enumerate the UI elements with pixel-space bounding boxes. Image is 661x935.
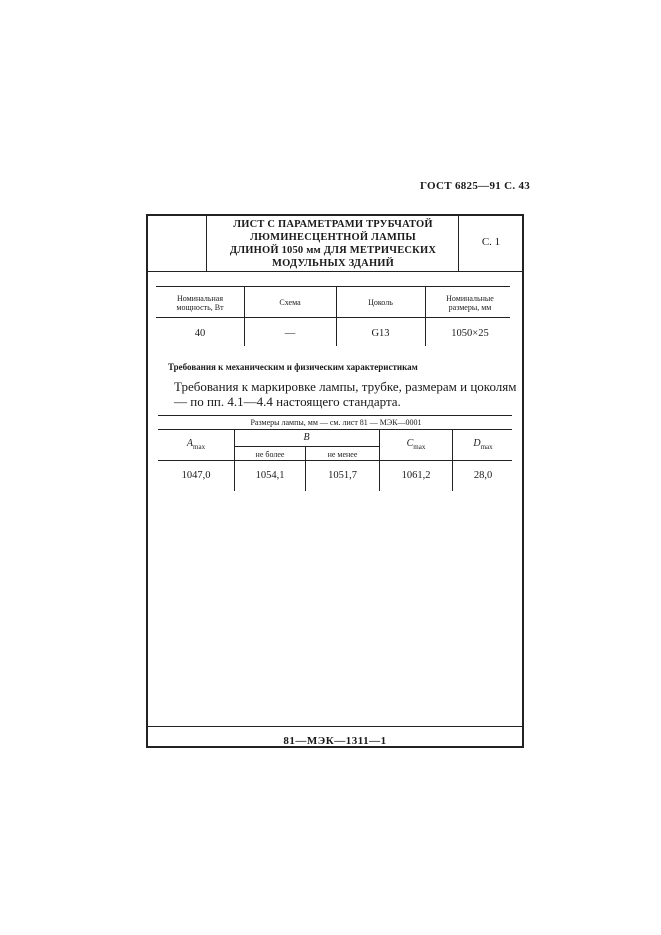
table1-cell-dimensions: 1050×25 [451, 328, 489, 339]
table2-cell-a: 1047,0 [181, 470, 211, 481]
title-line-2: ЛЮМИНЕСЦЕНТНОЙ ЛАМПЫ [250, 232, 416, 243]
mechanical-requirements-heading: Требования к механическим и физическим характеристикам [168, 362, 418, 372]
title-bottom-line [148, 271, 522, 272]
table2-subheader-line [234, 446, 379, 447]
table2-header-b-symbol: B [303, 432, 310, 443]
table1-header-line [156, 317, 510, 318]
table2-header-c-symbol: C [406, 438, 414, 449]
table2-cell-b-min: 1051,7 [328, 470, 357, 481]
table2-cell-b-max: 1054,1 [255, 470, 285, 481]
table2-caption: Размеры лампы, мм — см. лист 81 — МЭК—0001 [250, 418, 422, 427]
table2-col-divider [234, 429, 235, 491]
table2-header-line [158, 460, 512, 461]
table1-cell-base: G13 [371, 328, 390, 339]
title-line-3: ДЛИНОЙ 1050 мм ДЛЯ МЕТРИЧЕСКИХ [229, 245, 437, 256]
title-divider-left [206, 216, 207, 271]
sheet-footer: 81—МЭК—1311—1 [283, 735, 387, 747]
table2-header-b [236, 432, 377, 443]
table1-cell-scheme: — [284, 328, 296, 339]
title-line-4: МОДУЛЬНЫХ ЗДАНИЙ [271, 258, 395, 269]
table1-header-power: Номинальная мощность, Вт [176, 294, 224, 312]
table1-top-line [156, 286, 510, 287]
table1-header-base: Цоколь [368, 298, 393, 307]
table1-col-divider [244, 286, 245, 346]
table2-cell-c: 1061,2 [401, 470, 431, 481]
table2-col-divider [305, 446, 306, 491]
sheet-number: С. 1 [481, 236, 501, 248]
table1-header-scheme: Схема [279, 298, 301, 307]
table2-col-divider [379, 429, 380, 491]
table2-header-b-max: не более [255, 450, 285, 459]
table2-header-a [160, 438, 232, 451]
page-header: ГОСТ 6825—91 С. 43 [420, 180, 531, 192]
table1-cell-power: 40 [194, 328, 206, 339]
table1-col-divider [425, 286, 426, 346]
table2-cell-d: 28,0 [473, 470, 493, 481]
title-line-1: ЛИСТ С ПАРАМЕТРАМИ ТРУБЧАТОЙ [233, 219, 433, 230]
table2-col-divider [452, 429, 453, 491]
table2-header-a-sub: max [193, 443, 206, 451]
table2-header-c [381, 438, 451, 451]
table2-header-c-sub: max [413, 443, 426, 451]
sheet-title [208, 218, 458, 270]
table2-header-d [454, 438, 512, 451]
table2-header-a-symbol: A [186, 438, 194, 449]
table1-header-dimensions: Номинальные размеры, мм [446, 294, 494, 312]
title-divider-right [458, 216, 459, 271]
table2-header-d-sub: max [480, 443, 493, 451]
table2-caption-line [158, 429, 512, 430]
marking-requirements-text: Требования к маркировке лампы, трубке, размерам и цоколям — по пп. 4.1—4.4 настоящего стандарта. [174, 379, 517, 409]
table2-header-b-min: не менее [327, 450, 358, 459]
table1-col-divider [336, 286, 337, 346]
footer-line [148, 726, 522, 727]
table2-top-line [158, 415, 512, 416]
table2-header-d-symbol: D [473, 438, 481, 449]
